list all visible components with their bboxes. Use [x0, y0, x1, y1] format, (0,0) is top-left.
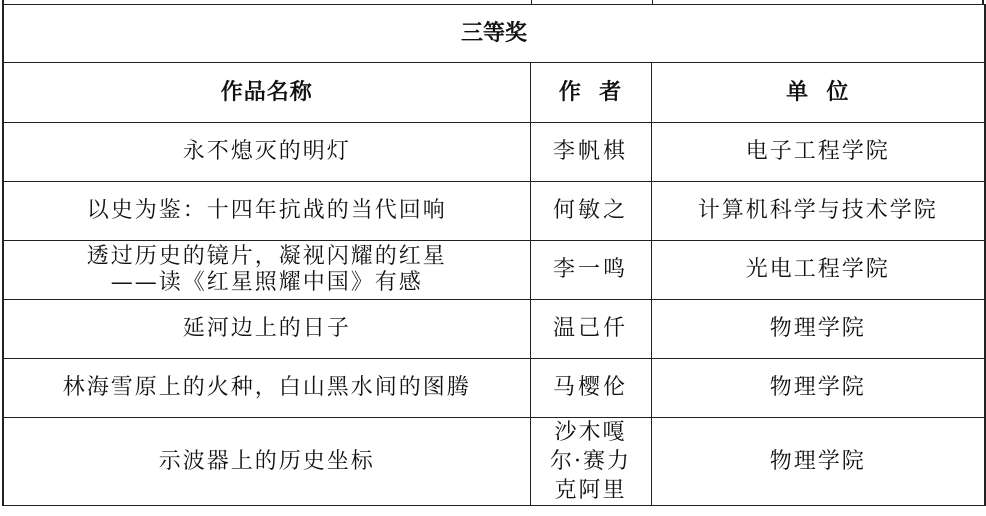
table-row [3, 300, 985, 359]
author-name-line: 克阿里 [554, 478, 627, 503]
table-row [3, 359, 985, 418]
work-title: 林海雪原上的火种，白山黑水间的图腾 [3, 359, 530, 418]
work-title: 示波器上的历史坐标 [3, 418, 530, 506]
column-header-work: 作品名称 [3, 63, 530, 123]
unit-name: 物理学院 [651, 359, 985, 418]
work-title: 以史为鉴：十四年抗战的当代回响 [3, 182, 530, 241]
author-name-line: 沙木嘎 [554, 420, 627, 445]
table-row [3, 182, 985, 241]
table-row [3, 123, 985, 182]
unit-name: 物理学院 [651, 418, 985, 506]
unit-name: 物理学院 [651, 300, 985, 359]
section-title: 三等奖 [3, 5, 985, 63]
unit-name: 光电工程学院 [651, 241, 985, 300]
table-row [3, 241, 985, 300]
author-name: 温己仟 [530, 300, 651, 359]
author-name-multiline [550, 418, 631, 505]
unit-name: 电子工程学院 [651, 123, 985, 182]
section-title-row [3, 5, 985, 63]
author-name: 李帆棋 [530, 123, 651, 182]
third-prize-table [2, 4, 986, 506]
unit-name: 计算机科学与技术学院 [651, 182, 985, 241]
column-header-unit: 单 位 [651, 63, 985, 123]
author-name: 马樱伦 [530, 359, 651, 418]
work-title: 延河边上的日子 [3, 300, 530, 359]
author-name: 何敏之 [530, 182, 651, 241]
work-title-line: ——读《红星照耀中国》有感 [110, 270, 423, 295]
author-name: 李一鸣 [530, 241, 651, 300]
header-row [3, 63, 985, 123]
work-title-line: 透过历史的镜片，凝视闪耀的红星 [86, 244, 447, 269]
work-title-multiline [87, 244, 447, 296]
author-name-line: 尔·赛力 [550, 449, 631, 474]
table-row [3, 418, 985, 506]
work-title [3, 241, 530, 300]
column-header-author: 作 者 [530, 63, 651, 123]
work-title: 永不熄灭的明灯 [3, 123, 530, 182]
author-name [530, 418, 651, 506]
